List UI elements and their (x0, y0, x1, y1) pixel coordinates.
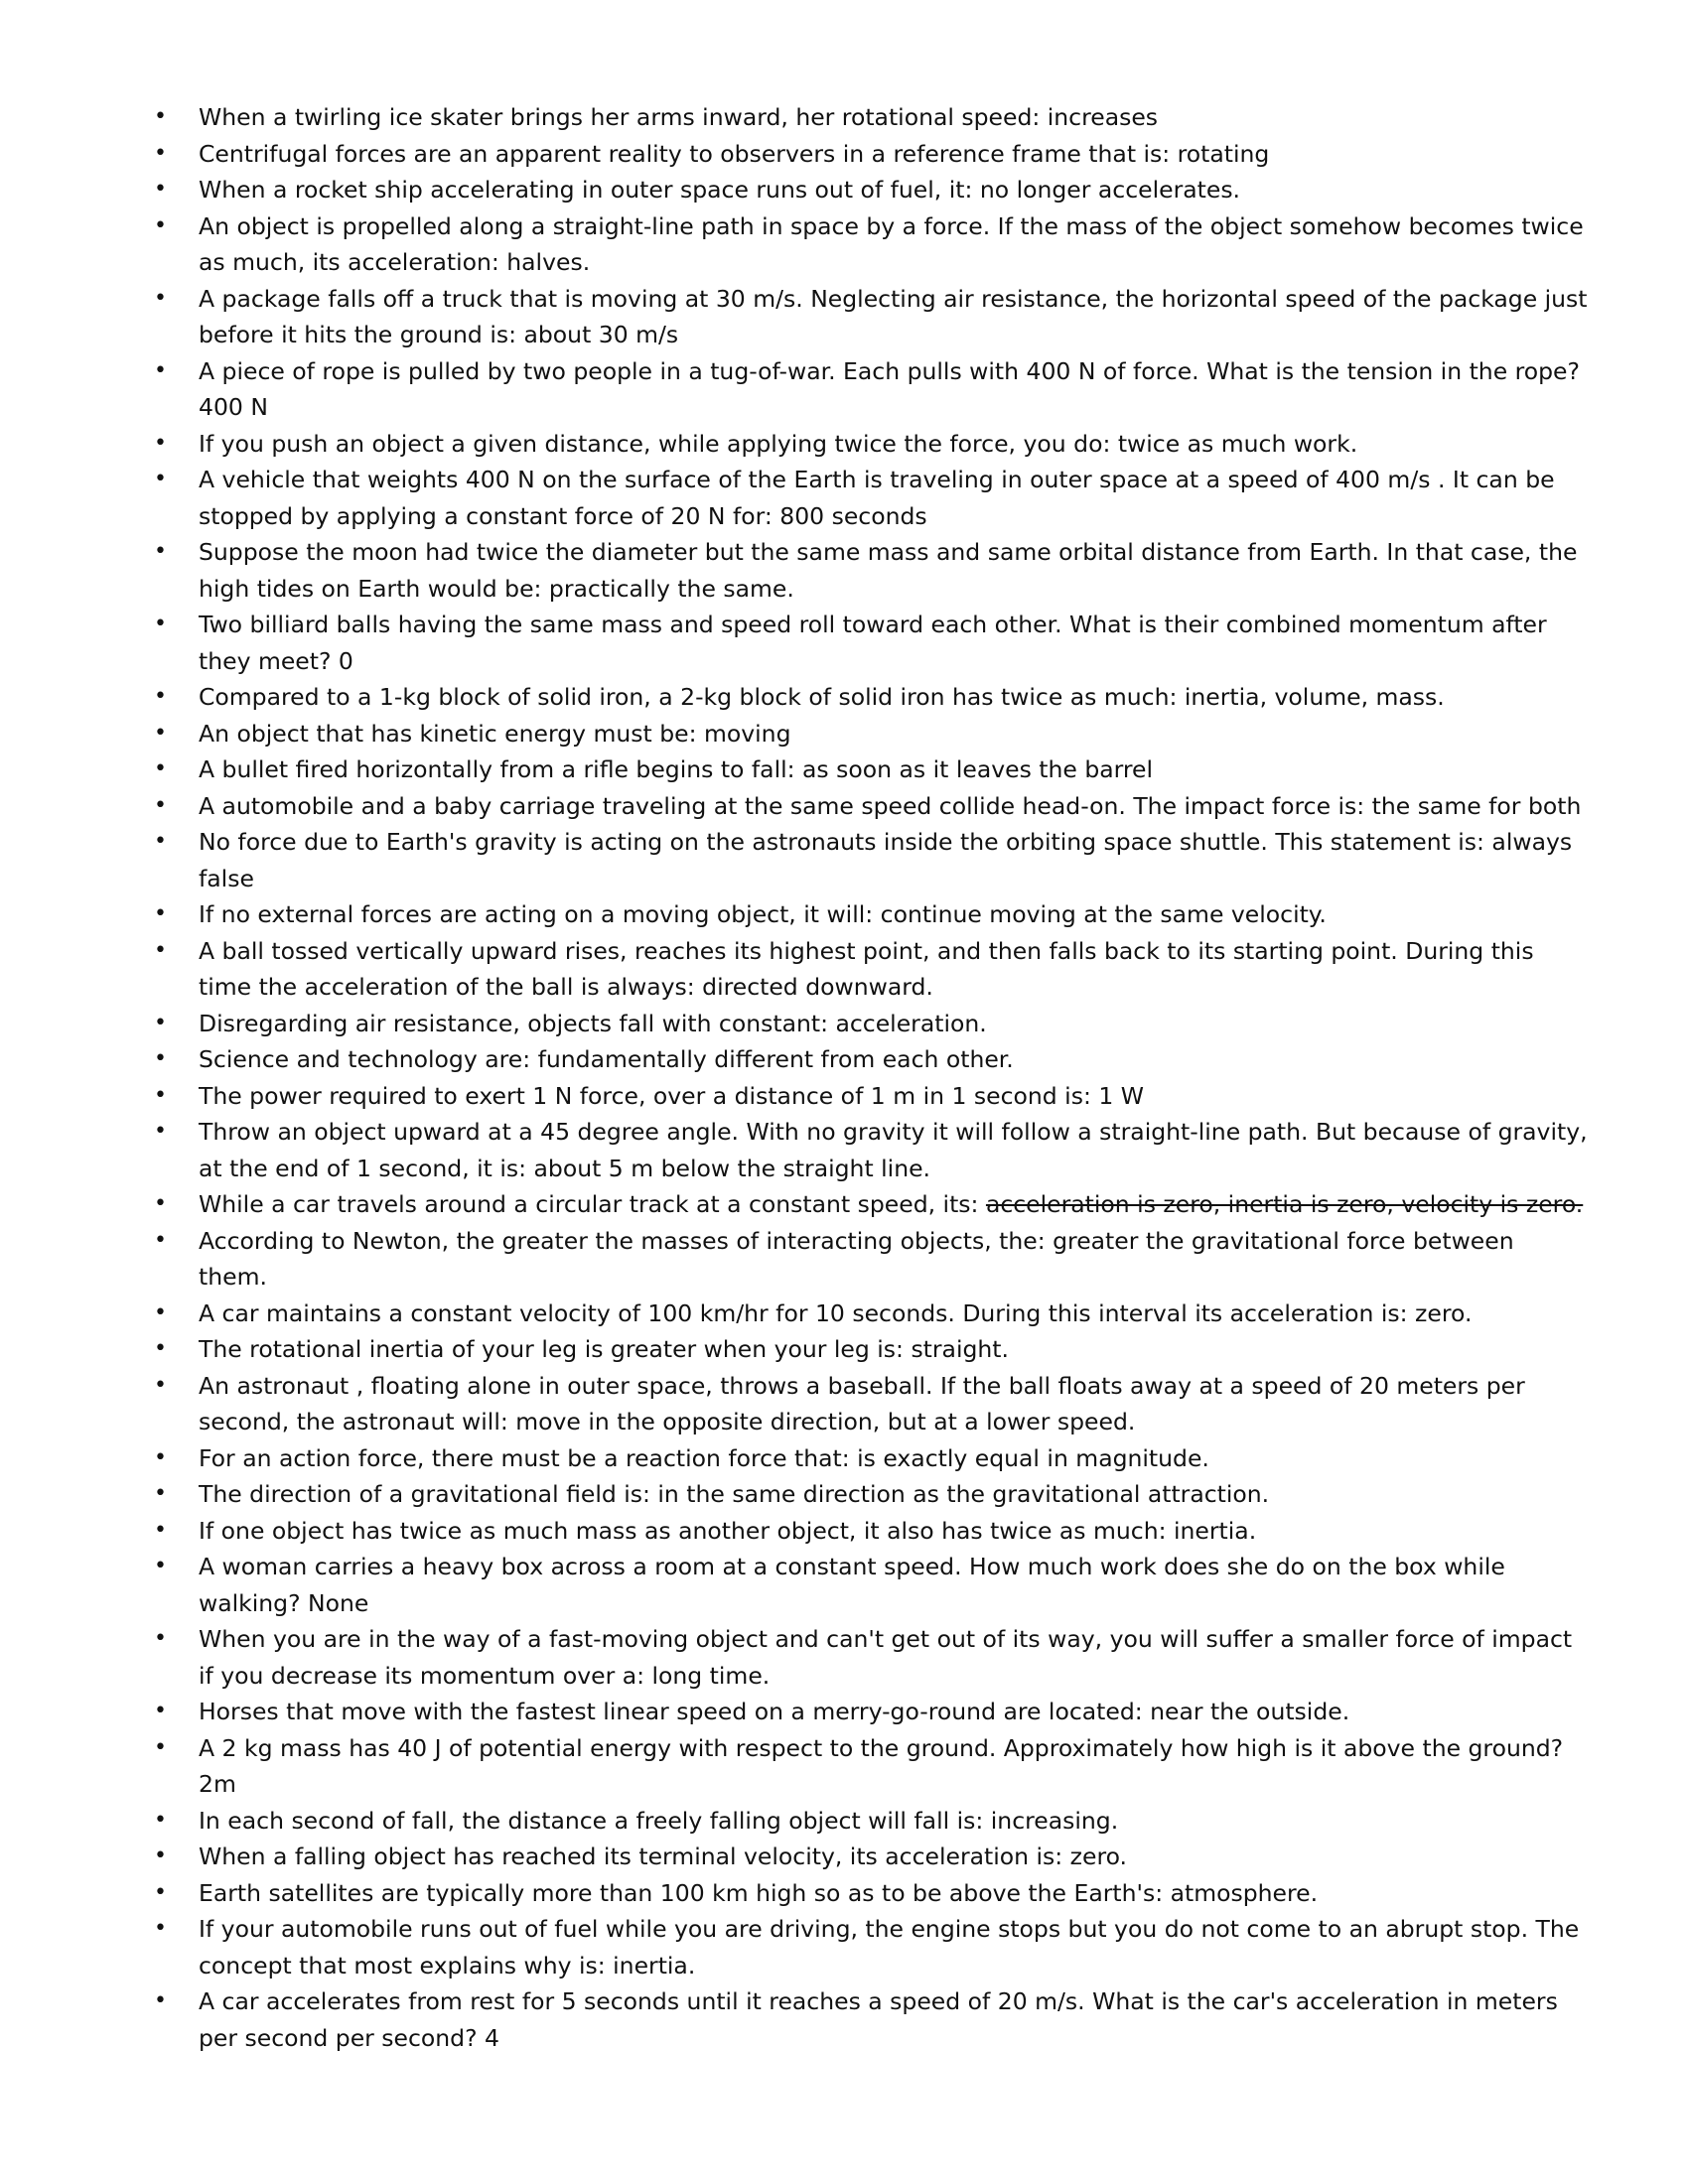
item-text: If you push an object a given distance, while applying twice the force, you do: twice as much work. (199, 429, 1358, 458)
item-text: A bullet fired horizontally from a rifle begins to fall: as soon as it leaves the barrel (199, 755, 1154, 783)
struck-text: acceleration is zero, inertia is zero, velocity is zero. (985, 1190, 1584, 1218)
item-text: Two billiard balls having the same mass and speed roll toward each other. What is their combined momentum after they meet? 0 (199, 611, 1547, 675)
list-item (0, 1694, 1589, 1730)
item-text: An astronaut , floating alone in outer space, throws a baseball. If the ball floats away at a speed of 20 meters per second, the astronaut will: move in the opposite direction, but at a lower speed. (199, 1371, 1525, 1435)
bullet-icon: • (154, 1336, 167, 1361)
item-text: No force due to Earth's gravity is acting on the astronauts inside the orbiting space shuttle. This statement is: always false (199, 828, 1573, 892)
item-text: When you are in the way of a fast-moving object and can't get out of its way, you will suffer a smaller force of impact if you decrease its momentum over a: long time. (199, 1625, 1573, 1690)
list-item (0, 1803, 1589, 1840)
bullet-icon: • (154, 357, 167, 383)
bullet-icon: • (154, 1010, 167, 1035)
bullet-icon: • (154, 612, 167, 636)
question-list (0, 99, 1589, 2056)
bullet-icon: • (154, 1444, 167, 1470)
item-text: For an action force, there must be a reaction force that: is exactly equal in magnitude. (199, 1443, 1209, 1472)
bullet-icon: • (154, 1227, 167, 1253)
list-item (0, 1223, 1589, 1296)
list-item (0, 281, 1589, 353)
list-item (0, 1041, 1589, 1078)
bullet-icon: • (154, 1879, 167, 1905)
list-item (0, 1440, 1589, 1477)
bullet-icon: • (154, 212, 167, 238)
bullet-icon: • (154, 829, 167, 854)
list-item (0, 208, 1589, 281)
list-item (0, 679, 1589, 716)
item-text: Disregarding air resistance, objects fall with constant: acceleration. (199, 1009, 987, 1037)
list-item (0, 1911, 1589, 1983)
item-text: A woman carries a heavy box across a room at a constant speed. How much work does she do on the box while walking? None (199, 1553, 1505, 1617)
bullet-icon: • (154, 1517, 167, 1543)
list-item (0, 462, 1589, 534)
list-item (0, 1875, 1589, 1912)
bullet-icon: • (154, 1481, 167, 1506)
item-text: The rotational inertia of your leg is greater when your leg is: straight. (199, 1335, 1009, 1363)
list-item (0, 788, 1589, 825)
item-text: A vehicle that weights 400 N on the surface of the Earth is traveling in outer space at a speed of 400 m/s . It can be stopped by applying a constant force of 20 N for: 800 seconds (199, 466, 1555, 530)
bullet-icon: • (154, 1734, 167, 1760)
bullet-icon: • (154, 1626, 167, 1651)
bullet-icon: • (154, 684, 167, 709)
item-text: Throw an object upward at a 45 degree angle. With no gravity it will follow a straight-line path. But because of gravity, at the end of 1 second, it is: about 5 m below the straight line. (199, 1118, 1588, 1182)
item-text: The power required to exert 1 N force, over a distance of 1 m in 1 second is: 1 W (199, 1081, 1145, 1110)
list-item (0, 99, 1589, 136)
bullet-icon: • (154, 1699, 167, 1723)
item-text: Compared to a 1-kg block of solid iron, a 2-kg block of solid iron has twice as much: inertia, volume, mass. (199, 683, 1445, 711)
bullet-icon: • (154, 937, 167, 963)
list-item (0, 1839, 1589, 1875)
item-text: While a car travels around a circular track at a constant speed, its: (199, 1190, 986, 1218)
bullet-icon: • (154, 756, 167, 781)
item-text: The direction of a gravitational field is: in the same direction as the gravitational attraction. (199, 1480, 1270, 1508)
item-text: A ball tossed vertically upward rises, reaches its highest point, and then falls back to its starting point. During this time the acceleration of the ball is always: directed downward. (199, 936, 1534, 1001)
bullet-icon: • (154, 1191, 167, 1216)
bullet-icon: • (154, 430, 167, 456)
bullet-icon: • (154, 720, 167, 746)
bullet-icon: • (154, 539, 167, 564)
item-text: Science and technology are: fundamentally different from each other. (199, 1045, 1014, 1073)
item-text: When a twirling ice skater brings her arms inward, her rotational speed: increases (199, 103, 1159, 131)
list-item (0, 1730, 1589, 1803)
item-text: An object is propelled along a straight-line path in space by a force. If the mass of the object somehow becomes twice as much, its acceleration: halves. (199, 211, 1584, 276)
bullet-icon: • (154, 1916, 167, 1941)
item-text: Earth satellites are typically more than 100 km high so as to be above the Earth's: atmosphere. (199, 1878, 1319, 1907)
item-text: If one object has twice as much mass as another object, it also has twice as much: inertia. (199, 1516, 1257, 1545)
bullet-icon: • (154, 1082, 167, 1108)
item-text: A car accelerates from rest for 5 seconds until it reaches a speed of 20 m/s. What is the car's acceleration in meters per second per second? 4 (199, 1987, 1558, 2052)
item-text: If no external forces are acting on a moving object, it will: continue moving at the same velocity. (199, 900, 1327, 928)
list-item (0, 172, 1589, 208)
bullet-icon: • (154, 792, 167, 818)
bullet-icon: • (154, 1843, 167, 1868)
list-item (0, 1186, 1589, 1223)
bullet-icon: • (154, 1299, 167, 1325)
list-item (0, 896, 1589, 933)
item-text: If your automobile runs out of fuel while you are driving, the engine stops but you do not come to an abrupt stop. The concept that most explains why is: inertia. (199, 1915, 1580, 1979)
list-item (0, 1513, 1589, 1550)
list-item (0, 933, 1589, 1006)
bullet-icon: • (154, 140, 167, 166)
item-text: A automobile and a baby carriage traveling at the same speed collide head-on. The impact force is: the same for both (199, 791, 1582, 820)
bullet-icon: • (154, 1554, 167, 1578)
bullet-icon: • (154, 1119, 167, 1144)
item-text: A piece of rope is pulled by two people in a tug-of-war. Each pulls with 400 N of force. What is the tension in the rope? 400 N (199, 356, 1580, 421)
item-text: A 2 kg mass has 40 J of potential energy with respect to the ground. Approximately how high is it above the ground? 2m (199, 1733, 1564, 1798)
bullet-icon: • (154, 285, 167, 311)
list-item (0, 136, 1589, 173)
list-item (0, 1476, 1589, 1513)
bullet-icon: • (154, 104, 167, 129)
item-text: Horses that move with the fastest linear speed on a merry-go-round are located: near the outside. (199, 1698, 1350, 1725)
list-item (0, 1114, 1589, 1186)
item-text: Suppose the moon had twice the diameter but the same mass and same orbital distance from Earth. In that case, the high tides on Earth would be: practically the same. (199, 538, 1578, 603)
list-item (0, 353, 1589, 426)
item-text: A car maintains a constant velocity of 100 km/hr for 10 seconds. During this interval its acceleration is: zero. (199, 1298, 1473, 1327)
list-item (0, 1549, 1589, 1621)
bullet-icon: • (154, 901, 167, 926)
bullet-icon: • (154, 1807, 167, 1833)
list-item (0, 824, 1589, 896)
list-item (0, 751, 1589, 788)
list-item (0, 607, 1589, 679)
item-text: A package falls off a truck that is moving at 30 m/s. Neglecting air resistance, the horizontal speed of the package just before it hits the ground is: about 30 m/s (199, 284, 1588, 348)
item-text: In each second of fall, the distance a freely falling object will fall is: increasing. (199, 1806, 1119, 1835)
list-item (0, 1983, 1589, 2056)
item-text: When a falling object has reached its terminal velocity, its acceleration is: zero. (199, 1843, 1128, 1870)
item-text: An object that has kinetic energy must be: moving (199, 719, 791, 748)
list-item (0, 1006, 1589, 1042)
item-text: When a rocket ship accelerating in outer space runs out of fuel, it: no longer accelerates. (199, 176, 1241, 204)
bullet-icon: • (154, 467, 167, 491)
bullet-icon: • (154, 1046, 167, 1071)
list-item (0, 1621, 1589, 1694)
list-item (0, 534, 1589, 607)
bullet-icon: • (154, 1372, 167, 1398)
list-item (0, 1331, 1589, 1368)
list-item (0, 1296, 1589, 1332)
bullet-icon: • (154, 177, 167, 202)
list-item (0, 1368, 1589, 1440)
list-item (0, 1078, 1589, 1115)
item-text: According to Newton, the greater the masses of interacting objects, the: greater the gravitational force between them. (199, 1226, 1514, 1291)
list-item (0, 716, 1589, 752)
list-item (0, 426, 1589, 463)
item-text: Centrifugal forces are an apparent reality to observers in a reference frame that is: rotating (199, 139, 1270, 168)
bullet-icon: • (154, 1988, 167, 2013)
